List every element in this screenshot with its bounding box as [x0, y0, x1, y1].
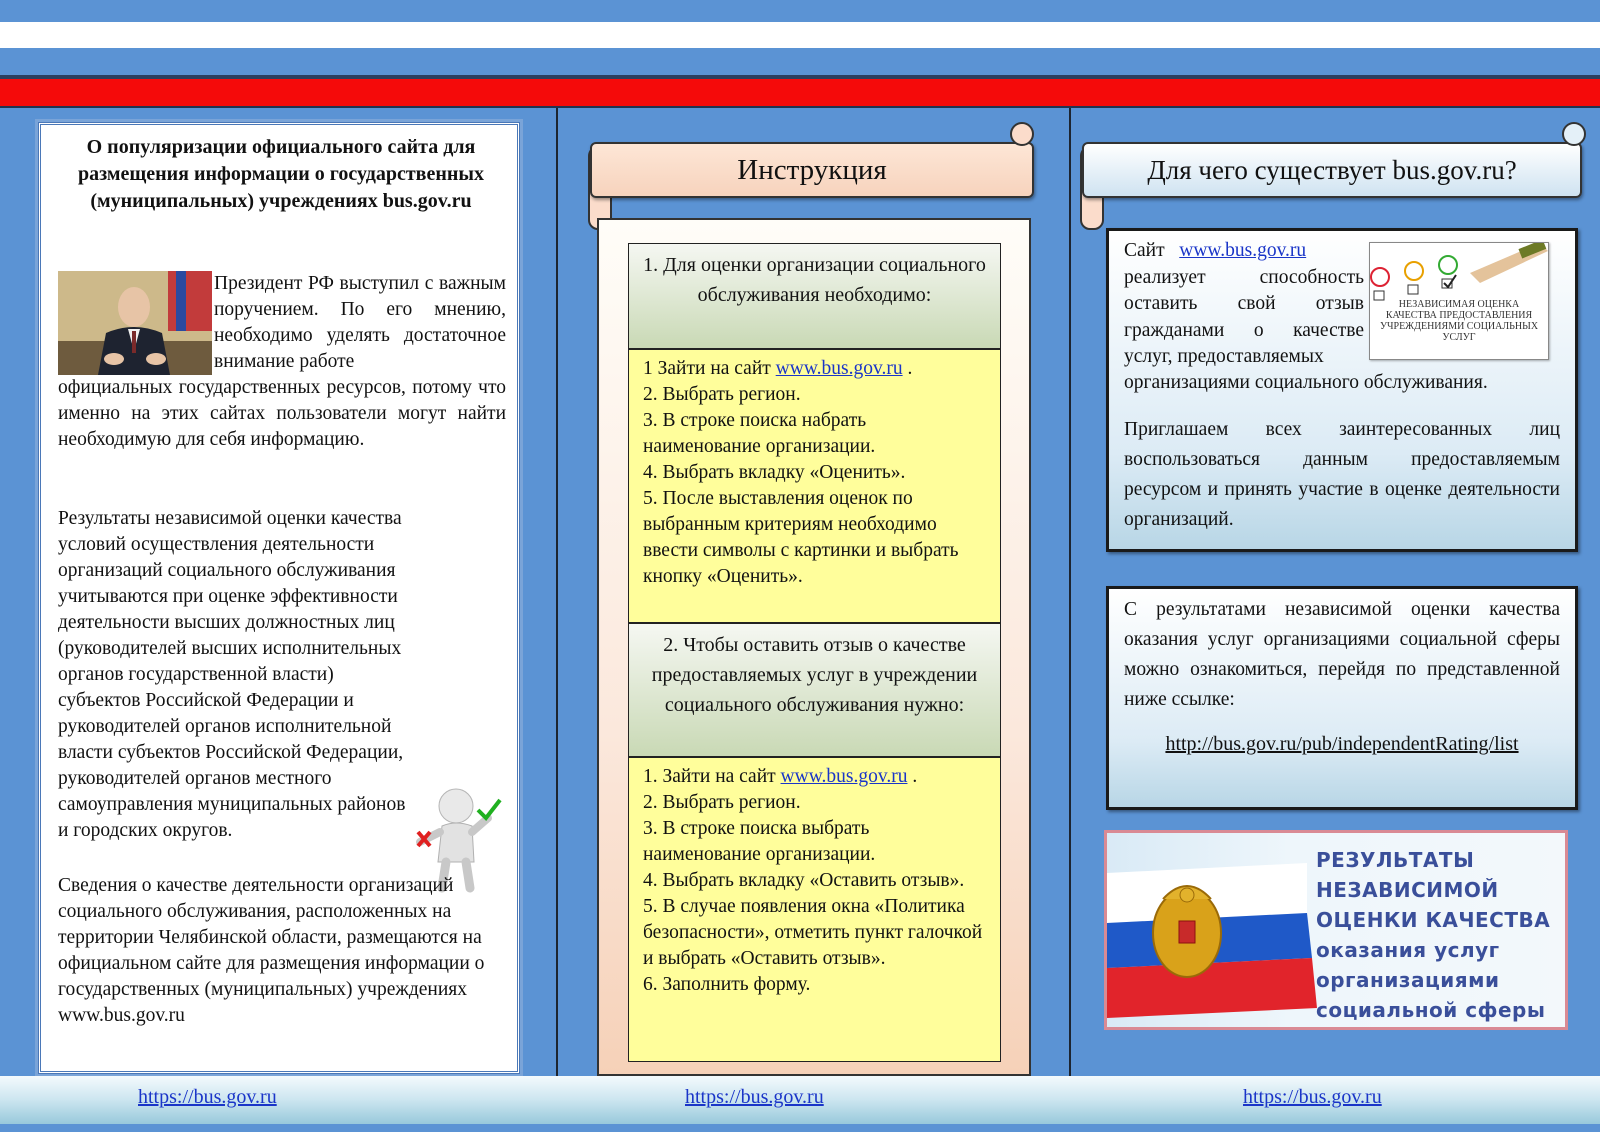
banner-line: НЕЗАВИСИМОЙ [1316, 878, 1499, 902]
results-text: Результаты независимой оценки качества условий осуществления деятельности организаций социального обслуживания учитываются при оценке эффективности деятельности высших должностных лиц (руководителей высших исполнительных органов государственной власти) субъектов Российской Федерации и руководителей органов исполнительной власти субъектов Российской Федерации, руководителей органов местного самоуправления муниципальных районов и городских округов. [58, 508, 406, 841]
step1-header-text: 1. Для оценки организации социального обслуживания необходимо: [643, 254, 986, 306]
site-text-full: организациями социального обслуживания. [1124, 372, 1488, 393]
step1-item: 1 Зайти на сайт www.bus.gov.ru . [643, 358, 913, 379]
bus-gov-link[interactable]: www.bus.gov.ru [775, 358, 903, 379]
step1-item: 4. Выбрать вкладку «Оценить». [643, 462, 906, 483]
step2-header [628, 623, 1001, 757]
banner-line: оказания услуг [1316, 938, 1500, 962]
results-link-wrap [1124, 733, 1560, 756]
site-text: реализует способность оставить свой отзыв гражданами о качестве услуг, предоставляемых [1124, 266, 1364, 367]
footer-link-middle [685, 1086, 824, 1109]
results-info-text: С результатами независимой оценки качества оказания услуг организациями социальной сферы можно ознакомиться, перейдя по представленной ниже ссылке: [1124, 599, 1560, 710]
instruction-banner [590, 142, 1034, 198]
banner-line: РЕЗУЛЬТАТЫ [1316, 848, 1475, 872]
scroll-curl-right-2 [1562, 122, 1586, 146]
step1-list [628, 349, 1001, 623]
step2-item: 3. В строке поиска выбрать наименование организации. [643, 818, 876, 865]
step2-header-text: 2. Чтобы оставить отзыв о качестве предоставляемых услуг в учреждении социального обслуживания нужно: [651, 634, 978, 716]
column-divider-left [556, 108, 558, 1076]
header-stripe-red [0, 79, 1600, 106]
why-banner [1082, 142, 1582, 198]
footer-link-left [138, 1086, 277, 1109]
intro-text-wrap: Президент РФ выступил с важным поручением. По его мнению, необходимо уделять достаточное внимание работе [214, 273, 506, 372]
step2-item: 1. Зайти на сайт www.bus.gov.ru . [643, 766, 918, 787]
step1-item: 2. Выбрать регион. [643, 384, 801, 405]
footer-stripe [0, 1124, 1600, 1132]
footer-link-right [1243, 1086, 1382, 1109]
header-stripe-blue [0, 0, 1600, 22]
footer-link[interactable]: https://bus.gov.ru [1243, 1086, 1382, 1108]
column-divider-right [1069, 108, 1071, 1076]
banner-line: социальной сферы [1316, 998, 1546, 1022]
instruction-title: Инструкция [737, 154, 887, 186]
thumbnail-caption: НЕЗАВИСИМАЯ ОЦЕНКА КАЧЕСТВА ПРЕДОСТАВЛЕНИЯ УЧРЕЖДЕНИЯМИ СОЦИАЛЬНЫХ УСЛУГ [1379, 299, 1539, 343]
step2-item: 4. Выбрать вкладку «Оставить отзыв». [643, 870, 965, 891]
footer-link[interactable]: https://bus.gov.ru [685, 1086, 824, 1108]
step2-item: 2. Выбрать регион. [643, 792, 801, 813]
results-banner-text [1316, 845, 1566, 1025]
bus-gov-link[interactable]: www.bus.gov.ru [780, 766, 908, 787]
bus-gov-link[interactable]: www.bus.gov.ru [1179, 240, 1307, 261]
banner-line: организациями [1316, 968, 1500, 992]
site-text-wrap [1124, 238, 1364, 371]
step2-item: 6. Заполнить форму. [643, 974, 811, 995]
step2-item: 5. В случае появления окна «Политика безопасности», отметить пункт галочкой и выбрать «Оставить отзыв». [643, 896, 983, 969]
president-photo [58, 271, 212, 375]
left-title: О популяризации официального сайта для размещения информации о государственных (муниципальных) учреждениях bus.gov.ru [78, 136, 484, 212]
step1-header [628, 243, 1001, 349]
header-stripe-white [0, 22, 1600, 48]
step1-item: 5. После выставления оценок по выбранным критериям необходимо ввести символы с картинки и выбрать кнопку «Оценить». [643, 488, 959, 587]
header-stripe-blue-2 [0, 48, 1600, 75]
step1-item: 3. В строке поиска набрать наименование организации. [643, 410, 876, 457]
site-prefix: Сайт [1124, 240, 1165, 261]
scroll-curl-right [1010, 122, 1034, 146]
info-paragraph: Сведения о качестве деятельности организаций социального обслуживания, расположенных на территории Челябинской области, размещаются на официальном сайте для размещения информации о государственных (муниципальных) учреждениях www.bus.gov.ru [58, 875, 485, 1026]
intro-text: официальных государственных ресурсов, потому что именно на этих сайтах пользователи могут найти необходимую для себя информацию. [58, 377, 506, 450]
invite-text: Приглашаем всех заинтересованных лиц воспользоваться данным предоставляемым ресурсом и принять участие в оценке деятельности организаций. [1124, 419, 1560, 530]
rating-thumbnail [1369, 242, 1549, 360]
header-stripe-dark-2 [0, 106, 1600, 108]
footer-link[interactable]: https://bus.gov.ru [138, 1086, 277, 1108]
why-title: Для чего существует bus.gov.ru? [1147, 155, 1517, 185]
banner-line: ОЦЕНКИ КАЧЕСТВА [1316, 908, 1551, 932]
step2-list [628, 757, 1001, 1062]
independent-rating-link[interactable]: http://bus.gov.ru/pub/independentRating/list [1165, 733, 1519, 755]
